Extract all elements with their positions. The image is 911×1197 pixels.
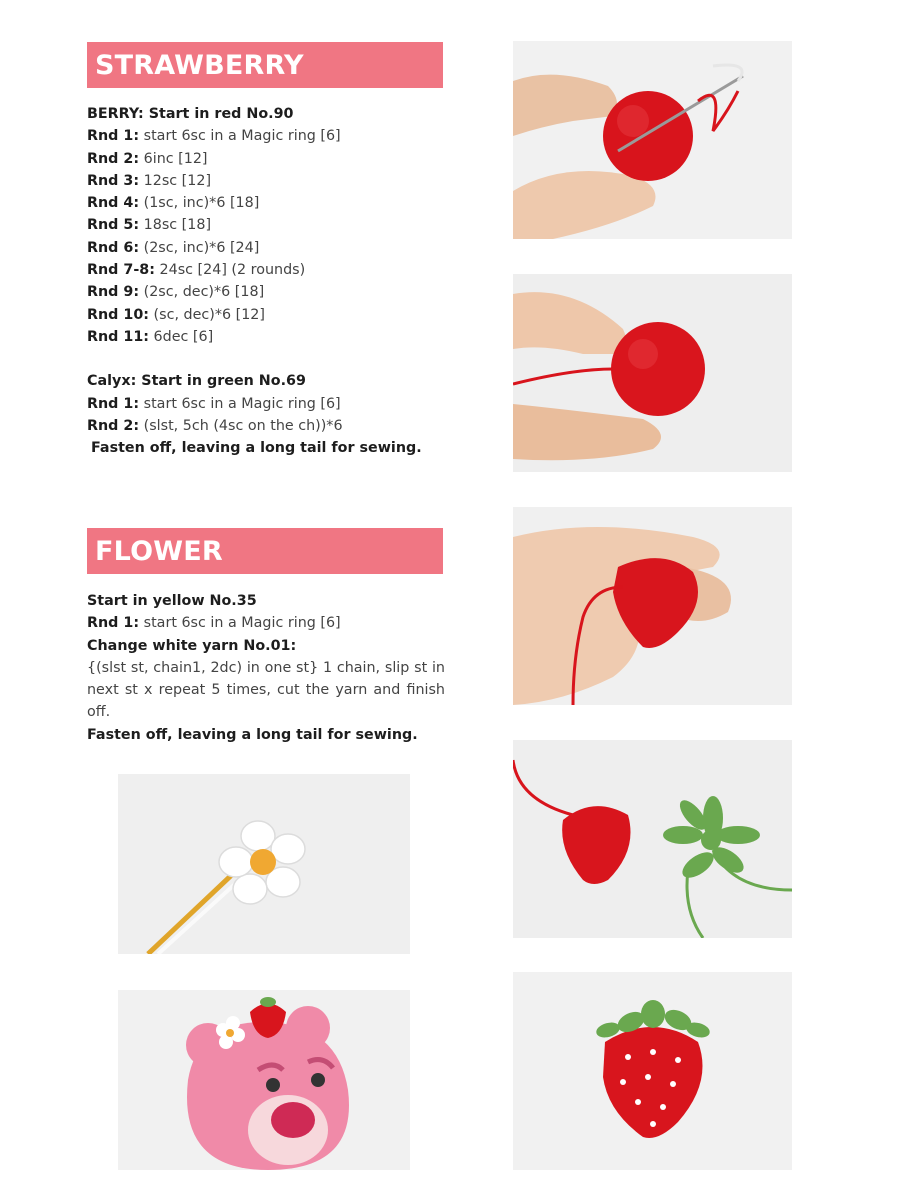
flower-steps: {(slst st, chain1, 2dc) in one st} 1 chain, slip st in next st x repeat 5 times, cut the yarn and finish off. [87, 659, 445, 721]
red-ball-in-hand-icon [513, 274, 792, 472]
strawberry-header [87, 42, 443, 88]
berry-line: Rnd 9: (2sc, dec)*6 [18] [87, 284, 265, 301]
strawberry-title: STRAWBERRY [95, 49, 304, 81]
berry-and-green-calyx-icon [513, 740, 792, 938]
calyx-line: Rnd 1: start 6sc in a Magic ring [6] [87, 395, 341, 412]
finished-strawberry-icon [513, 972, 792, 1170]
berry-line: Rnd 5: 18sc [18] [87, 217, 212, 234]
berry-line: Rnd 11: 6dec [6] [87, 328, 214, 345]
berry-with-needle-icon [513, 41, 792, 239]
berry-line: Rnd 10: (sc, dec)*6 [12] [87, 306, 265, 323]
photo-berry-shaped [513, 507, 792, 705]
photo-bear [118, 990, 410, 1170]
flower-fasten-off: Fasten off, leaving a long tail for sewing. [87, 726, 418, 743]
calyx-line: Rnd 2: (slst, 5ch (4sc on the ch))*6 [87, 417, 343, 434]
berry-line: Rnd 4: (1sc, inc)*6 [18] [87, 195, 260, 212]
flower-change: Change white yarn No.01: [87, 637, 297, 654]
photo-berry-and-calyx [513, 740, 792, 938]
flower-header [87, 528, 443, 574]
photo-berry-needle [513, 41, 792, 239]
calyx-line: Calyx: Start in green No.69 [87, 373, 306, 390]
berry-line: Rnd 6: (2sc, inc)*6 [24] [87, 239, 260, 256]
strawberry-instructions [87, 103, 447, 459]
berry-line: Rnd 1: start 6sc in a Magic ring [6] [87, 128, 341, 145]
flower-start: Start in yellow No.35 [87, 593, 257, 609]
berry-line: Rnd 2: 6inc [12] [87, 150, 208, 167]
berry-line: Rnd 7-8: 24sc [24] (2 rounds) [87, 262, 306, 279]
photo-berry-ball [513, 274, 792, 472]
flower-title: FLOWER [95, 535, 223, 567]
strawberry-fasten-off: Fasten off, leaving a long tail for sewing. [91, 440, 422, 457]
pink-bear-icon [118, 990, 410, 1170]
photo-finished-strawberry [513, 972, 792, 1170]
strawberry-shape-in-hand-icon [513, 507, 792, 705]
flower-instructions [87, 590, 445, 746]
flower-rnd1: Rnd 1: start 6sc in a Magic ring [6] [87, 615, 341, 632]
berry-line: Rnd 3: 12sc [12] [87, 172, 212, 189]
photo-flower [118, 774, 410, 954]
berry-line: BERRY: Start in red No.90 [87, 106, 294, 122]
white-flower-icon [118, 774, 410, 954]
